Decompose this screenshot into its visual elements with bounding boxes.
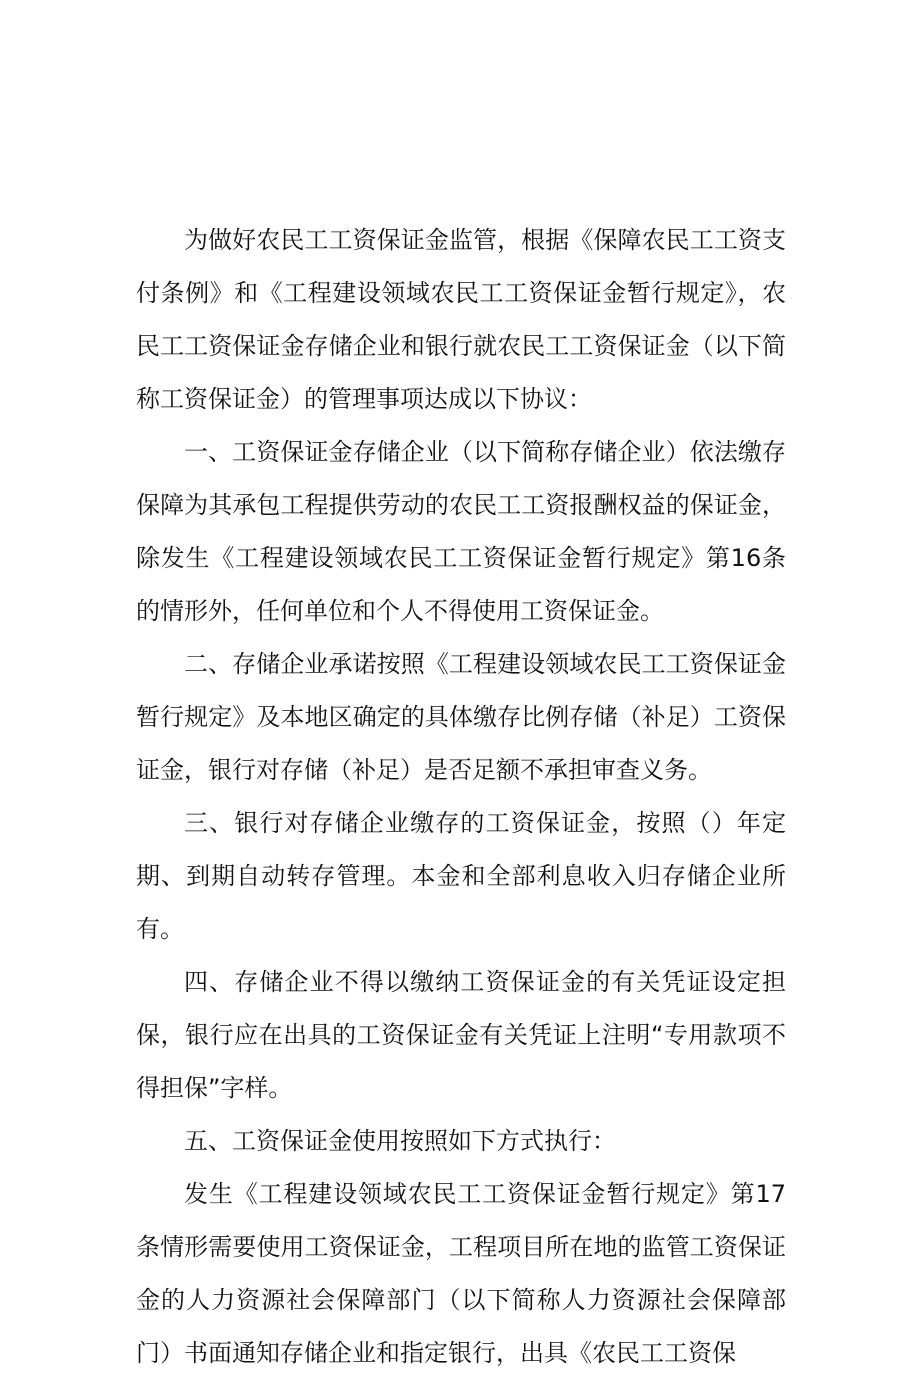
paragraph-intro: 为做好农民工工资保证金监管，根据《保障农民工工资支付条例》和《工程建设领域农民工工资保证金暂行规定》，农民工工资保证金存储企业和银行就农民工工资保证金（以下简称工资保证金）的管理事项达成以下协议： bbox=[136, 226, 786, 413]
document-body bbox=[136, 214, 786, 1380]
paragraph-clause-1: 一、工资保证金存储企业（以下简称存储企业）依法缴存保障为其承包工程提供劳动的农民工工资报酬权益的保证金，除发生《工程建设领域农民工工资保证金暂行规定》第16条的情形外，任何单位和个人不得使用工资保证金。 bbox=[136, 438, 786, 625]
paragraph-clause-2: 二、存储企业承诺按照《工程建设领域农民工工资保证金暂行规定》及本地区确定的具体缴存比例存储（补足）工资保证金，银行对存储（补足）是否足额不承担审查义务。 bbox=[136, 650, 786, 784]
paragraph-clause-5-detail: 发生《工程建设领域农民工工资保证金暂行规定》第17条情形需要使用工资保证金，工程项目所在地的监管工资保证金的人力资源社会保障部门（以下简称人力资源社会保障部门）书面通知存储企业和指定银行，出具《农民工工资保 bbox=[136, 1180, 786, 1367]
paragraph-clause-5: 五、工资保证金使用按照如下方式执行： bbox=[184, 1127, 616, 1155]
paragraph-clause-4: 四、存储企业不得以缴纳工资保证金的有关凭证设定担保，银行应在出具的工资保证金有关凭证上注明“专用款项不得担保”字样。 bbox=[136, 968, 786, 1102]
paragraph-clause-3: 三、银行对存储企业缴存的工资保证金，按照（）年定期、到期自动转存管理。本金和全部利息收入归存储企业所有。 bbox=[136, 809, 786, 943]
